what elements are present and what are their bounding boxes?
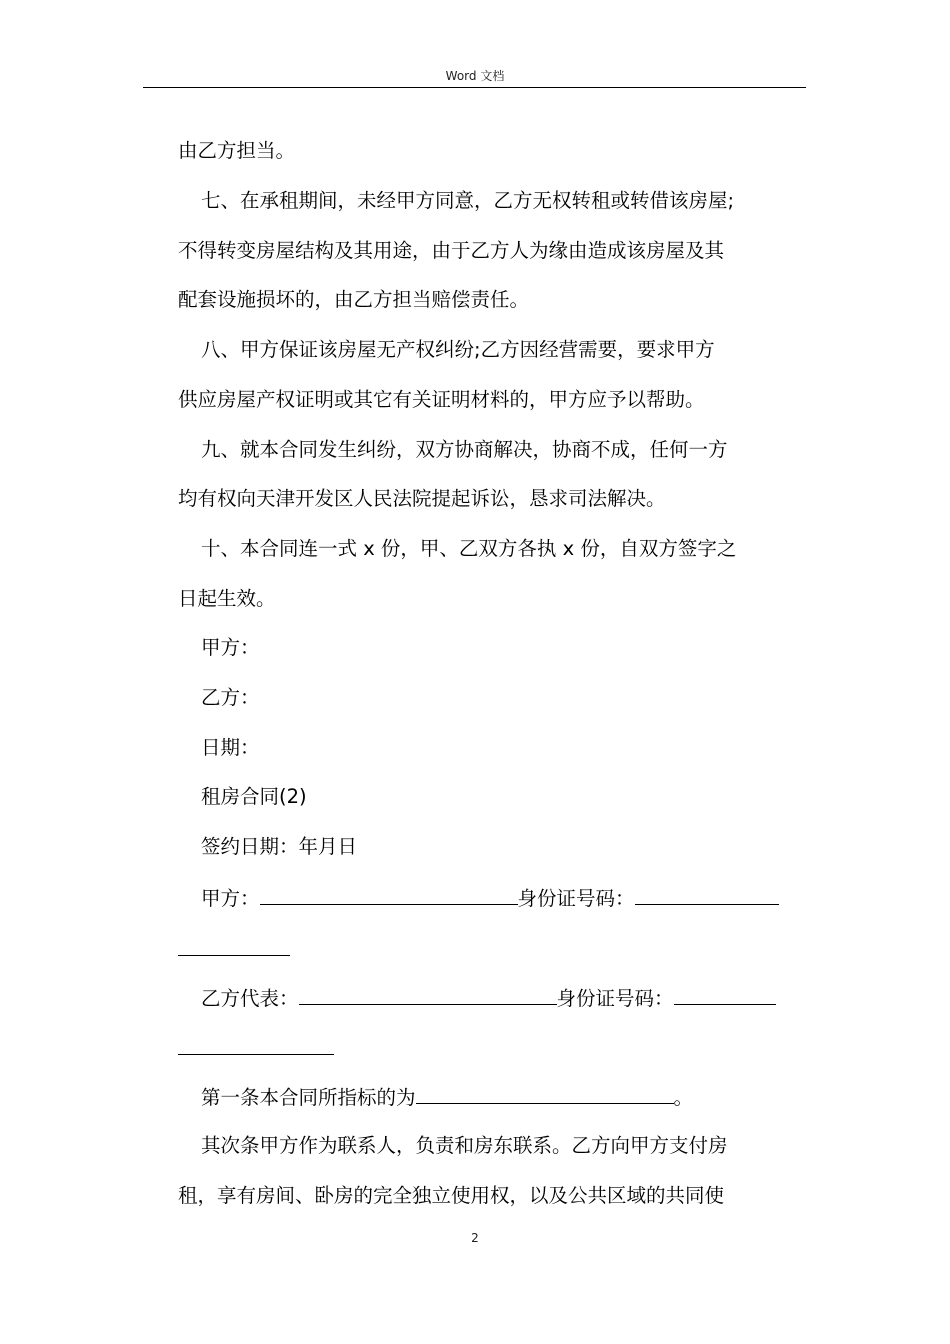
party-b-rep-label: 乙方代表： (201, 987, 299, 1010)
signature-party-b: 乙方： (201, 686, 260, 709)
paragraph-line: 十、本合同连一式 x 份，甲、乙双方各执 x 份，自双方签字之 (201, 537, 737, 560)
paragraph-line: 八、甲方保证该房屋无产权纠纷;乙方因经营需要，要求甲方 (201, 338, 715, 361)
article-2-line: 其次条甲方作为联系人，负责和房东联系。乙方向甲方支付房 (201, 1134, 728, 1157)
header-divider (143, 87, 806, 88)
paragraph-line: 均有权向天津开发区人民法院提起诉讼，恳求司法解决。 (178, 487, 666, 510)
signature-party-a: 甲方： (201, 636, 260, 659)
paragraph-line: 不得转变房屋结构及其用途，由于乙方人为缘由造成该房屋及其 (178, 239, 725, 262)
article-1-text: 第一条本合同所指标的为 (201, 1086, 416, 1109)
paragraph-line: 供应房屋产权证明或其它有关证明材料的，甲方应予以帮助。 (178, 388, 705, 411)
paragraph-line: 由乙方担当。 (178, 139, 296, 162)
paragraph-line: 七、在承租期间，未经甲方同意，乙方无权转租或转借该房屋; (201, 189, 735, 212)
party-a-id-label: 身份证号码： (517, 887, 635, 910)
article-2-line: 租，享有房间、卧房的完全独立使用权，以及公共区域的共同使 (178, 1184, 725, 1207)
party-a-fill-line (201, 882, 779, 912)
section-title: 租房合同(2) (201, 785, 307, 808)
party-a-name-blank (260, 882, 518, 905)
party-b-fill-line (201, 982, 776, 1012)
article-1 (201, 1081, 693, 1111)
party-a-id-blank-continued (178, 955, 290, 956)
article-1-end: 。 (673, 1086, 694, 1109)
party-b-id-blank-continued (178, 1054, 334, 1055)
party-b-rep-blank (299, 982, 557, 1005)
party-b-id-blank (674, 982, 776, 1005)
party-a-label: 甲方： (201, 887, 260, 910)
article-1-blank (416, 1081, 674, 1104)
party-a-id-blank (635, 882, 779, 905)
paragraph-line: 配套设施损坏的，由乙方担当赔偿责任。 (178, 288, 530, 311)
signature-date: 日期： (201, 736, 260, 759)
paragraph-line: 日起生效。 (178, 587, 276, 610)
page-number: 2 (471, 1231, 479, 1245)
party-b-id-label: 身份证号码： (556, 987, 674, 1010)
signing-date: 签约日期：年月日 (201, 835, 358, 858)
paragraph-line: 九、就本合同发生纠纷，双方协商解决，协商不成，任何一方 (201, 438, 728, 461)
header-title: Word 文档 (445, 69, 505, 83)
